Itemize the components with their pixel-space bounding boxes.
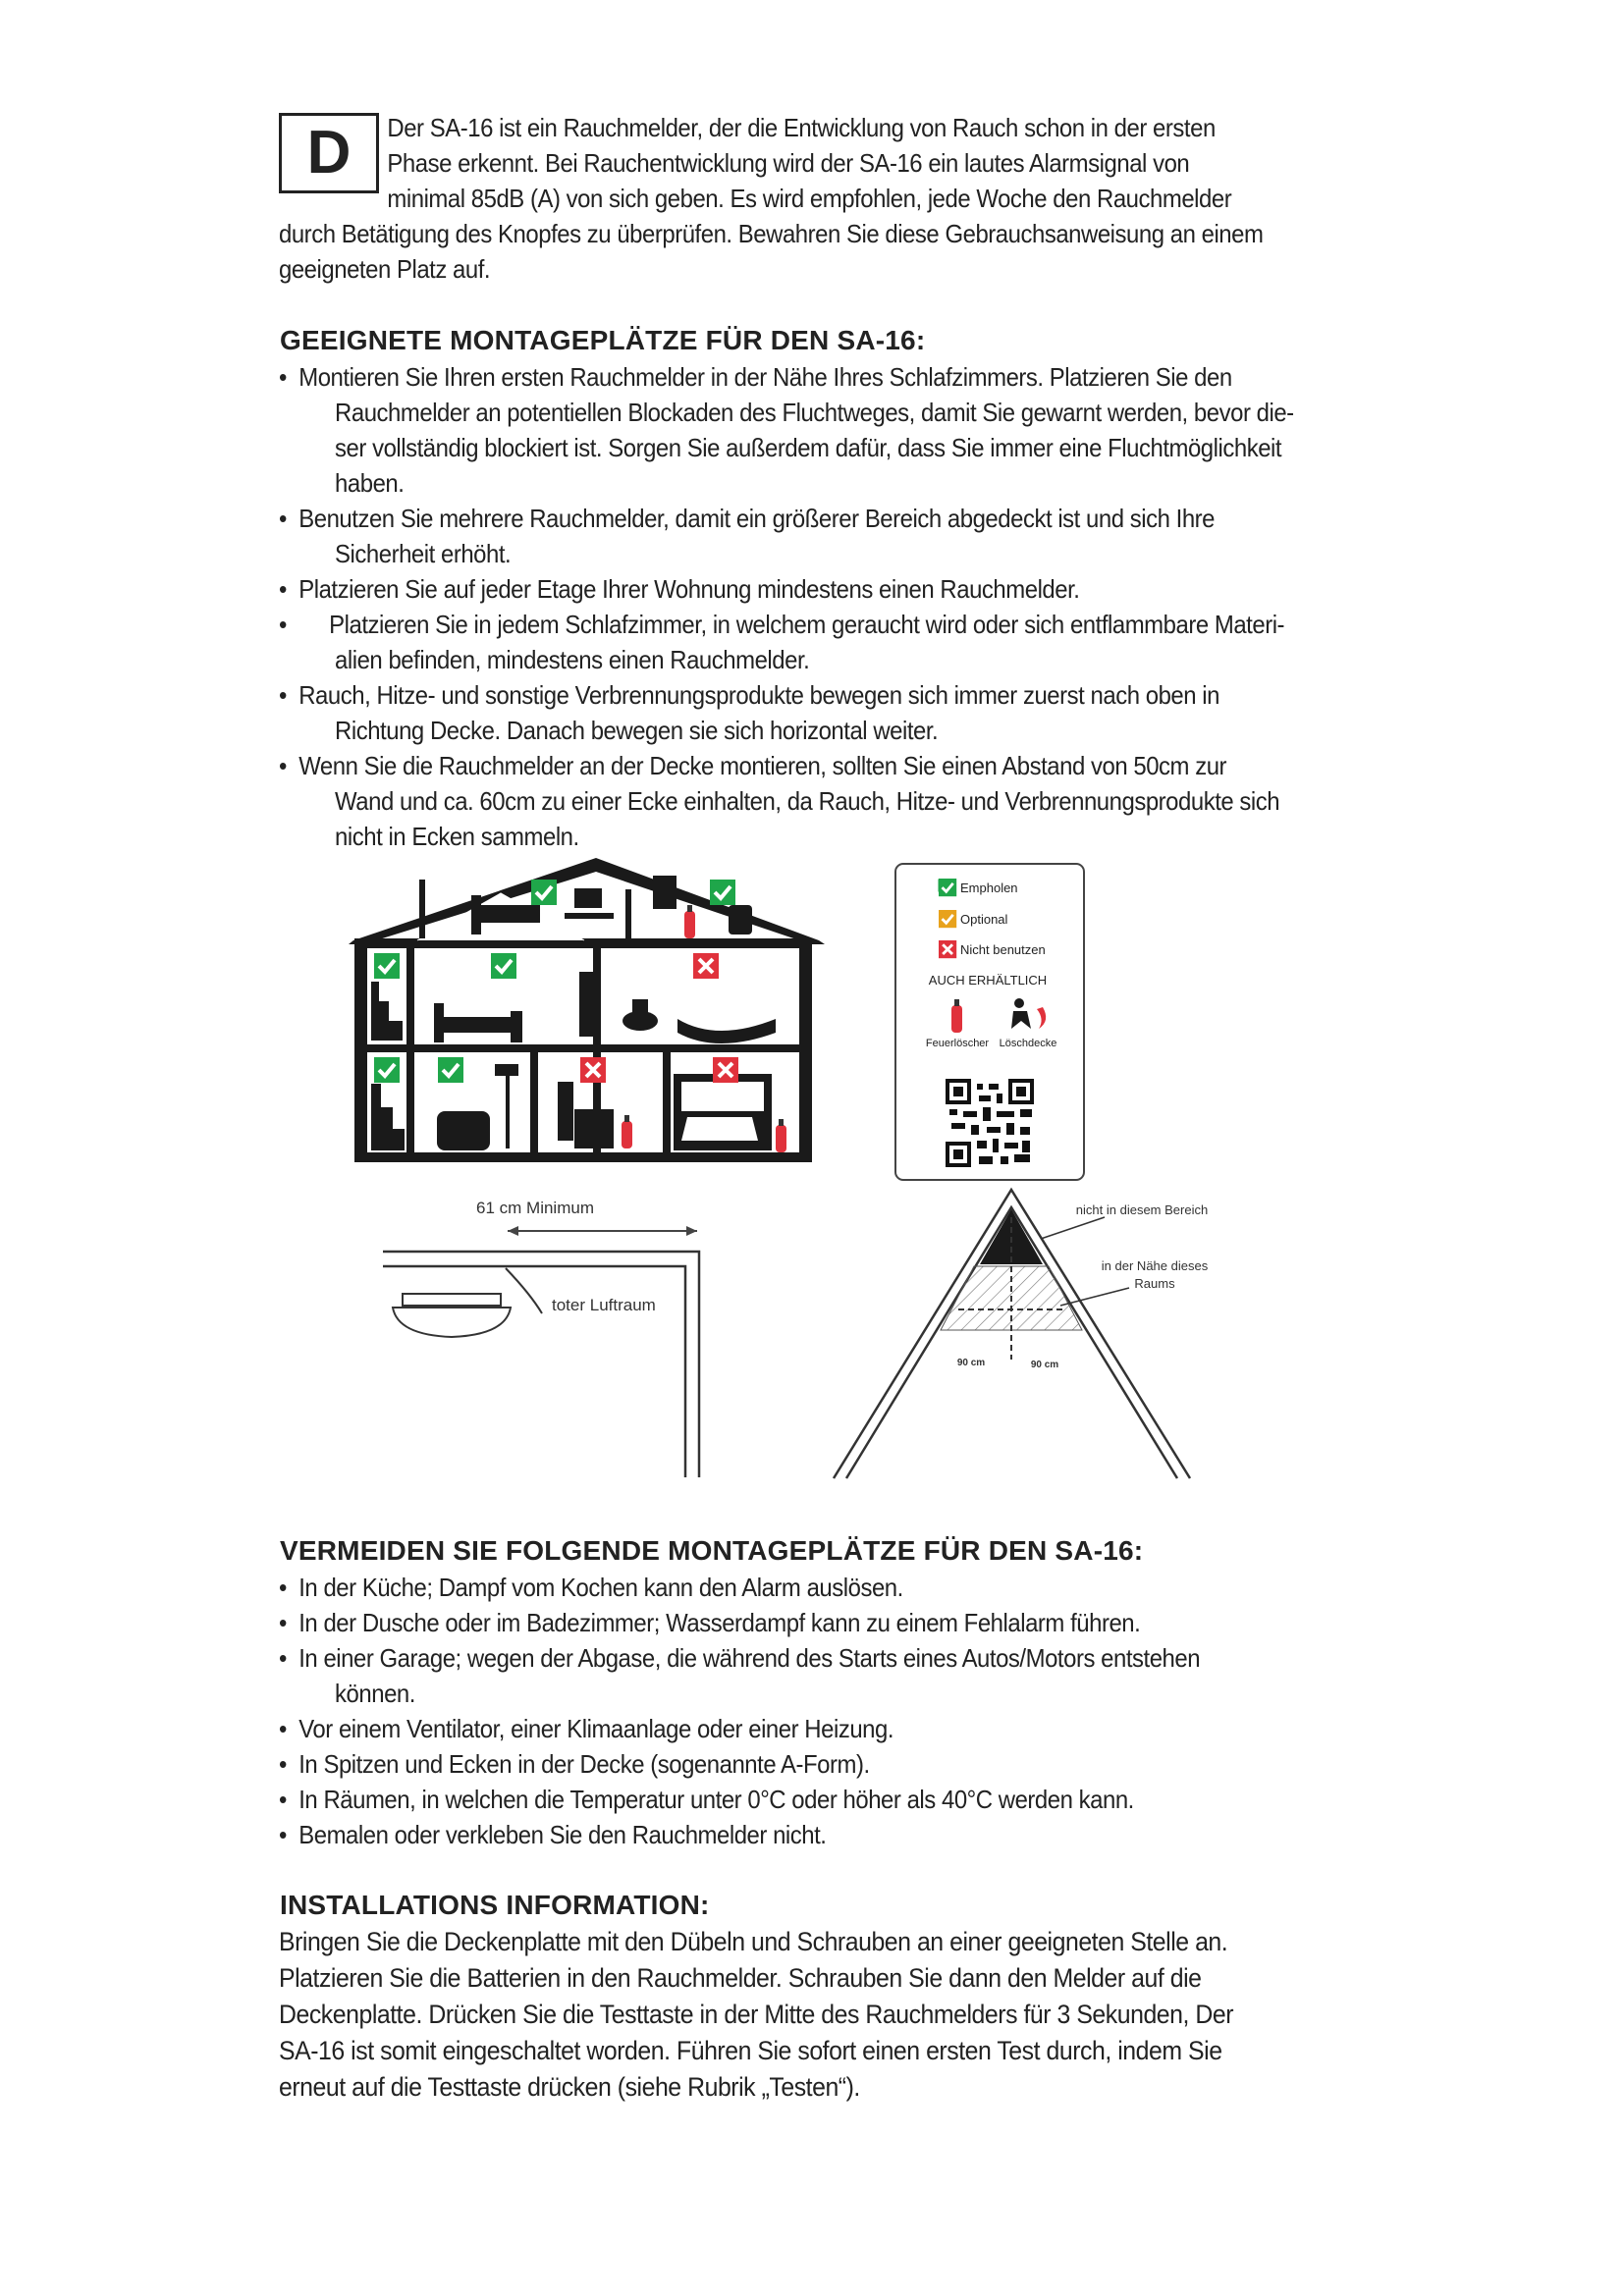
avoid-list: [279, 1570, 1318, 1852]
list-item: • In einer Garage; wegen der Abgase, die während des Starts eines Autos/Motors entstehen können.: [279, 1640, 1318, 1711]
list-item-continuation: ser vollständig blockiert ist. Sorgen Sie außerdem dafür, dass Sie immer eine Fluchtmöglichkeit: [335, 433, 1282, 462]
list-item-continuation: Wand und ca. 60cm zu einer Ecke einhalten, da Rauch, Hitze- und Verbrennungsprodukte sich: [335, 786, 1280, 816]
legend-optional: Optional: [960, 912, 1008, 927]
list-item-continuation: können.: [335, 1679, 415, 1708]
language-badge: D: [279, 113, 379, 193]
list-item: • Bemalen oder verkleben Sie den Rauchmelder nicht.: [279, 1817, 1318, 1852]
list-item: • In der Dusche oder im Badezimmer; Wasserdampf kann zu einem Fehlalarm führen.: [279, 1605, 1318, 1640]
list-item-text: In Räumen, in welchen die Temperatur unter 0°C oder höher als 40°C werden kann.: [298, 1785, 1134, 1814]
list-item: • In Spitzen und Ecken in der Decke (sogenannte A-Form).: [279, 1746, 1318, 1782]
intro-line: durch Betätigung des Knopfes zu überprüfen. Bewahren Sie diese Gebrauchsanweisung an einem: [279, 219, 1264, 248]
intro-line: minimal 85dB (A) von sich geben. Es wird empfohlen, jede Woche den Rauchmelder: [387, 184, 1232, 213]
legend-not-use: Nicht benutzen: [960, 942, 1046, 957]
list-item-text: Rauch, Hitze- und sonstige Verbrennungsprodukte bewegen sich immer zuerst nach oben in: [298, 680, 1219, 710]
legend-extinguisher: Feuerlöscher: [925, 1038, 990, 1049]
distance-right-label: 90 cm: [1030, 1360, 1059, 1370]
list-item-text: Benutzen Sie mehrere Rauchmelder, damit ein größerer Bereich abgedeckt ist und sich Ihre: [298, 504, 1216, 533]
list-item: • Vor einem Ventilator, einer Klimaanlage oder einer Heizung.: [279, 1711, 1318, 1746]
intro-line: Der SA-16 ist ein Rauchmelder, der die Entwicklung von Rauch schon in der ersten: [387, 113, 1216, 142]
distance-left-label: 90 cm: [956, 1358, 986, 1368]
near-room-label-2: Raums: [1134, 1276, 1175, 1291]
list-item: • Montieren Sie Ihren ersten Rauchmelder in der Nähe Ihres Schlafzimmers. Platzieren Sie den Rauchmelder an potentiellen Blockaden des Fluchtweges, damit Sie gewarnt werden, bevor die- ser vollständig blockiert ist. Sorgen Sie außerdem dafür, dass Sie immer eine Fluchtmöglichkeit haben.: [279, 359, 1318, 501]
house-diagram: [349, 858, 825, 1162]
list-item-continuation: Sicherheit erhöht.: [335, 539, 512, 568]
minimum-label: 61 cm Minimum: [476, 1199, 594, 1217]
list-item-continuation: Richtung Decke. Danach bewegen sie sich horizontal weiter.: [335, 716, 939, 745]
install-paragraph: [279, 1924, 1318, 2106]
list-item: • In der Küche; Dampf vom Kochen kann den Alarm auslösen.: [279, 1570, 1318, 1605]
list-item: • Platzieren Sie auf jeder Etage Ihrer Wohnung mindestens einen Rauchmelder.: [279, 571, 1318, 607]
list-item: • Wenn Sie die Rauchmelder an der Decke montieren, sollten Sie einen Abstand von 50cm zur Wand und ca. 60cm zu einer Ecke einhalten, da Rauch, Hitze- und Verbrennungsprodukte sich nicht in Ecken sammeln.: [279, 748, 1318, 854]
install-line: SA-16 ist somit eingeschaltet worden. Führen Sie sofort einen ersten Test durch, indem Sie: [279, 2036, 1222, 2065]
install-line: erneut auf die Testtaste drücken (siehe Rubrik „Testen“).: [279, 2072, 860, 2102]
list-item-text: In Spitzen und Ecken in der Decke (sogenannte A-Form).: [298, 1749, 870, 1779]
qr-code: [945, 1078, 1035, 1168]
legend-blanket: Löschdecke: [999, 1038, 1057, 1049]
list-item: • Platzieren Sie in jedem Schlafzimmer, in welchem geraucht wird oder sich entflammbare Materi- alien befinden, mindestens einen Rauchmelder.: [279, 607, 1318, 677]
list-item: • Rauch, Hitze- und sonstige Verbrennungsprodukte bewegen sich immer zuerst nach oben in Richtung Decke. Danach bewegen sie sich horizontal weiter.: [279, 677, 1318, 748]
list-item-text: In einer Garage; wegen der Abgase, die während des Starts eines Autos/Motors entstehen: [298, 1643, 1201, 1673]
suitable-heading: GEEIGNETE MONTAGEPLÄTZE FÜR DEN SA-16:: [280, 325, 926, 355]
legend-recommended: Empholen: [960, 881, 1018, 895]
not-here-label: nicht in diesem Bereich: [1075, 1202, 1209, 1217]
list-item: • In Räumen, in welchen die Temperatur unter 0°C oder höher als 40°C werden kann.: [279, 1782, 1318, 1817]
install-line: Bringen Sie die Deckenplatte mit den Dübeln und Schrauben an einer geeigneten Stelle an.: [279, 1927, 1228, 1956]
intro-line: geeigneten Platz auf.: [279, 254, 491, 284]
list-item-text: Vor einem Ventilator, einer Klimaanlage oder einer Heizung.: [298, 1714, 894, 1743]
list-item-text: Montieren Sie Ihren ersten Rauchmelder in der Nähe Ihres Schlafzimmers. Platzieren Sie den: [298, 362, 1232, 392]
intro-line: Phase erkennt. Bei Rauchentwicklung wird der SA-16 ein lautes Alarmsignal von: [387, 148, 1190, 178]
roof-diagram: [834, 1190, 1190, 1478]
list-item-text: Platzieren Sie in jedem Schlafzimmer, in welchem geraucht wird oder sich entflammbare Materi-: [298, 610, 1285, 639]
dead-air-label: toter Luftraum: [552, 1296, 656, 1314]
list-item-continuation: haben.: [335, 468, 405, 498]
install-heading: INSTALLATIONS INFORMATION:: [280, 1890, 710, 1920]
install-line: Platzieren Sie die Batterien in den Rauchmelder. Schrauben Sie dann den Melder auf die: [279, 1963, 1202, 1993]
list-item-continuation: nicht in Ecken sammeln.: [335, 822, 579, 851]
ceiling-diagram: [383, 1226, 699, 1477]
list-item-text: Wenn Sie die Rauchmelder an der Decke montieren, sollten Sie einen Abstand von 50cm zur: [298, 751, 1227, 780]
list-item-text: In der Küche; Dampf vom Kochen kann den Alarm auslösen.: [298, 1573, 903, 1602]
list-item-text: Platzieren Sie auf jeder Etage Ihrer Wohnung mindestens einen Rauchmelder.: [298, 574, 1080, 604]
list-item-text: In der Dusche oder im Badezimmer; Wasserdampf kann zu einem Fehlalarm führen.: [298, 1608, 1141, 1637]
install-line: Deckenplatte. Drücken Sie die Testtaste in der Mitte des Rauchmelders für 3 Sekunden, Der: [279, 2000, 1234, 2029]
list-item-continuation: alien befinden, mindestens einen Rauchmelder.: [335, 645, 810, 674]
avoid-heading: VERMEIDEN SIE FOLGENDE MONTAGEPLÄTZE FÜR DEN SA-16:: [280, 1535, 1144, 1566]
list-item: • Benutzen Sie mehrere Rauchmelder, damit ein größerer Bereich abgedeckt ist und sich Ihre Sicherheit erhöht.: [279, 501, 1318, 571]
legend-also-available: AUCH ERHÄLTLICH: [928, 973, 1048, 988]
list-item-continuation: Rauchmelder an potentiellen Blockaden des Fluchtweges, damit Sie gewarnt werden, bevor die-: [335, 398, 1294, 427]
list-item-text: Bemalen oder verkleben Sie den Rauchmelder nicht.: [298, 1820, 827, 1849]
near-room-label: in der Nähe dieses: [1101, 1258, 1209, 1273]
